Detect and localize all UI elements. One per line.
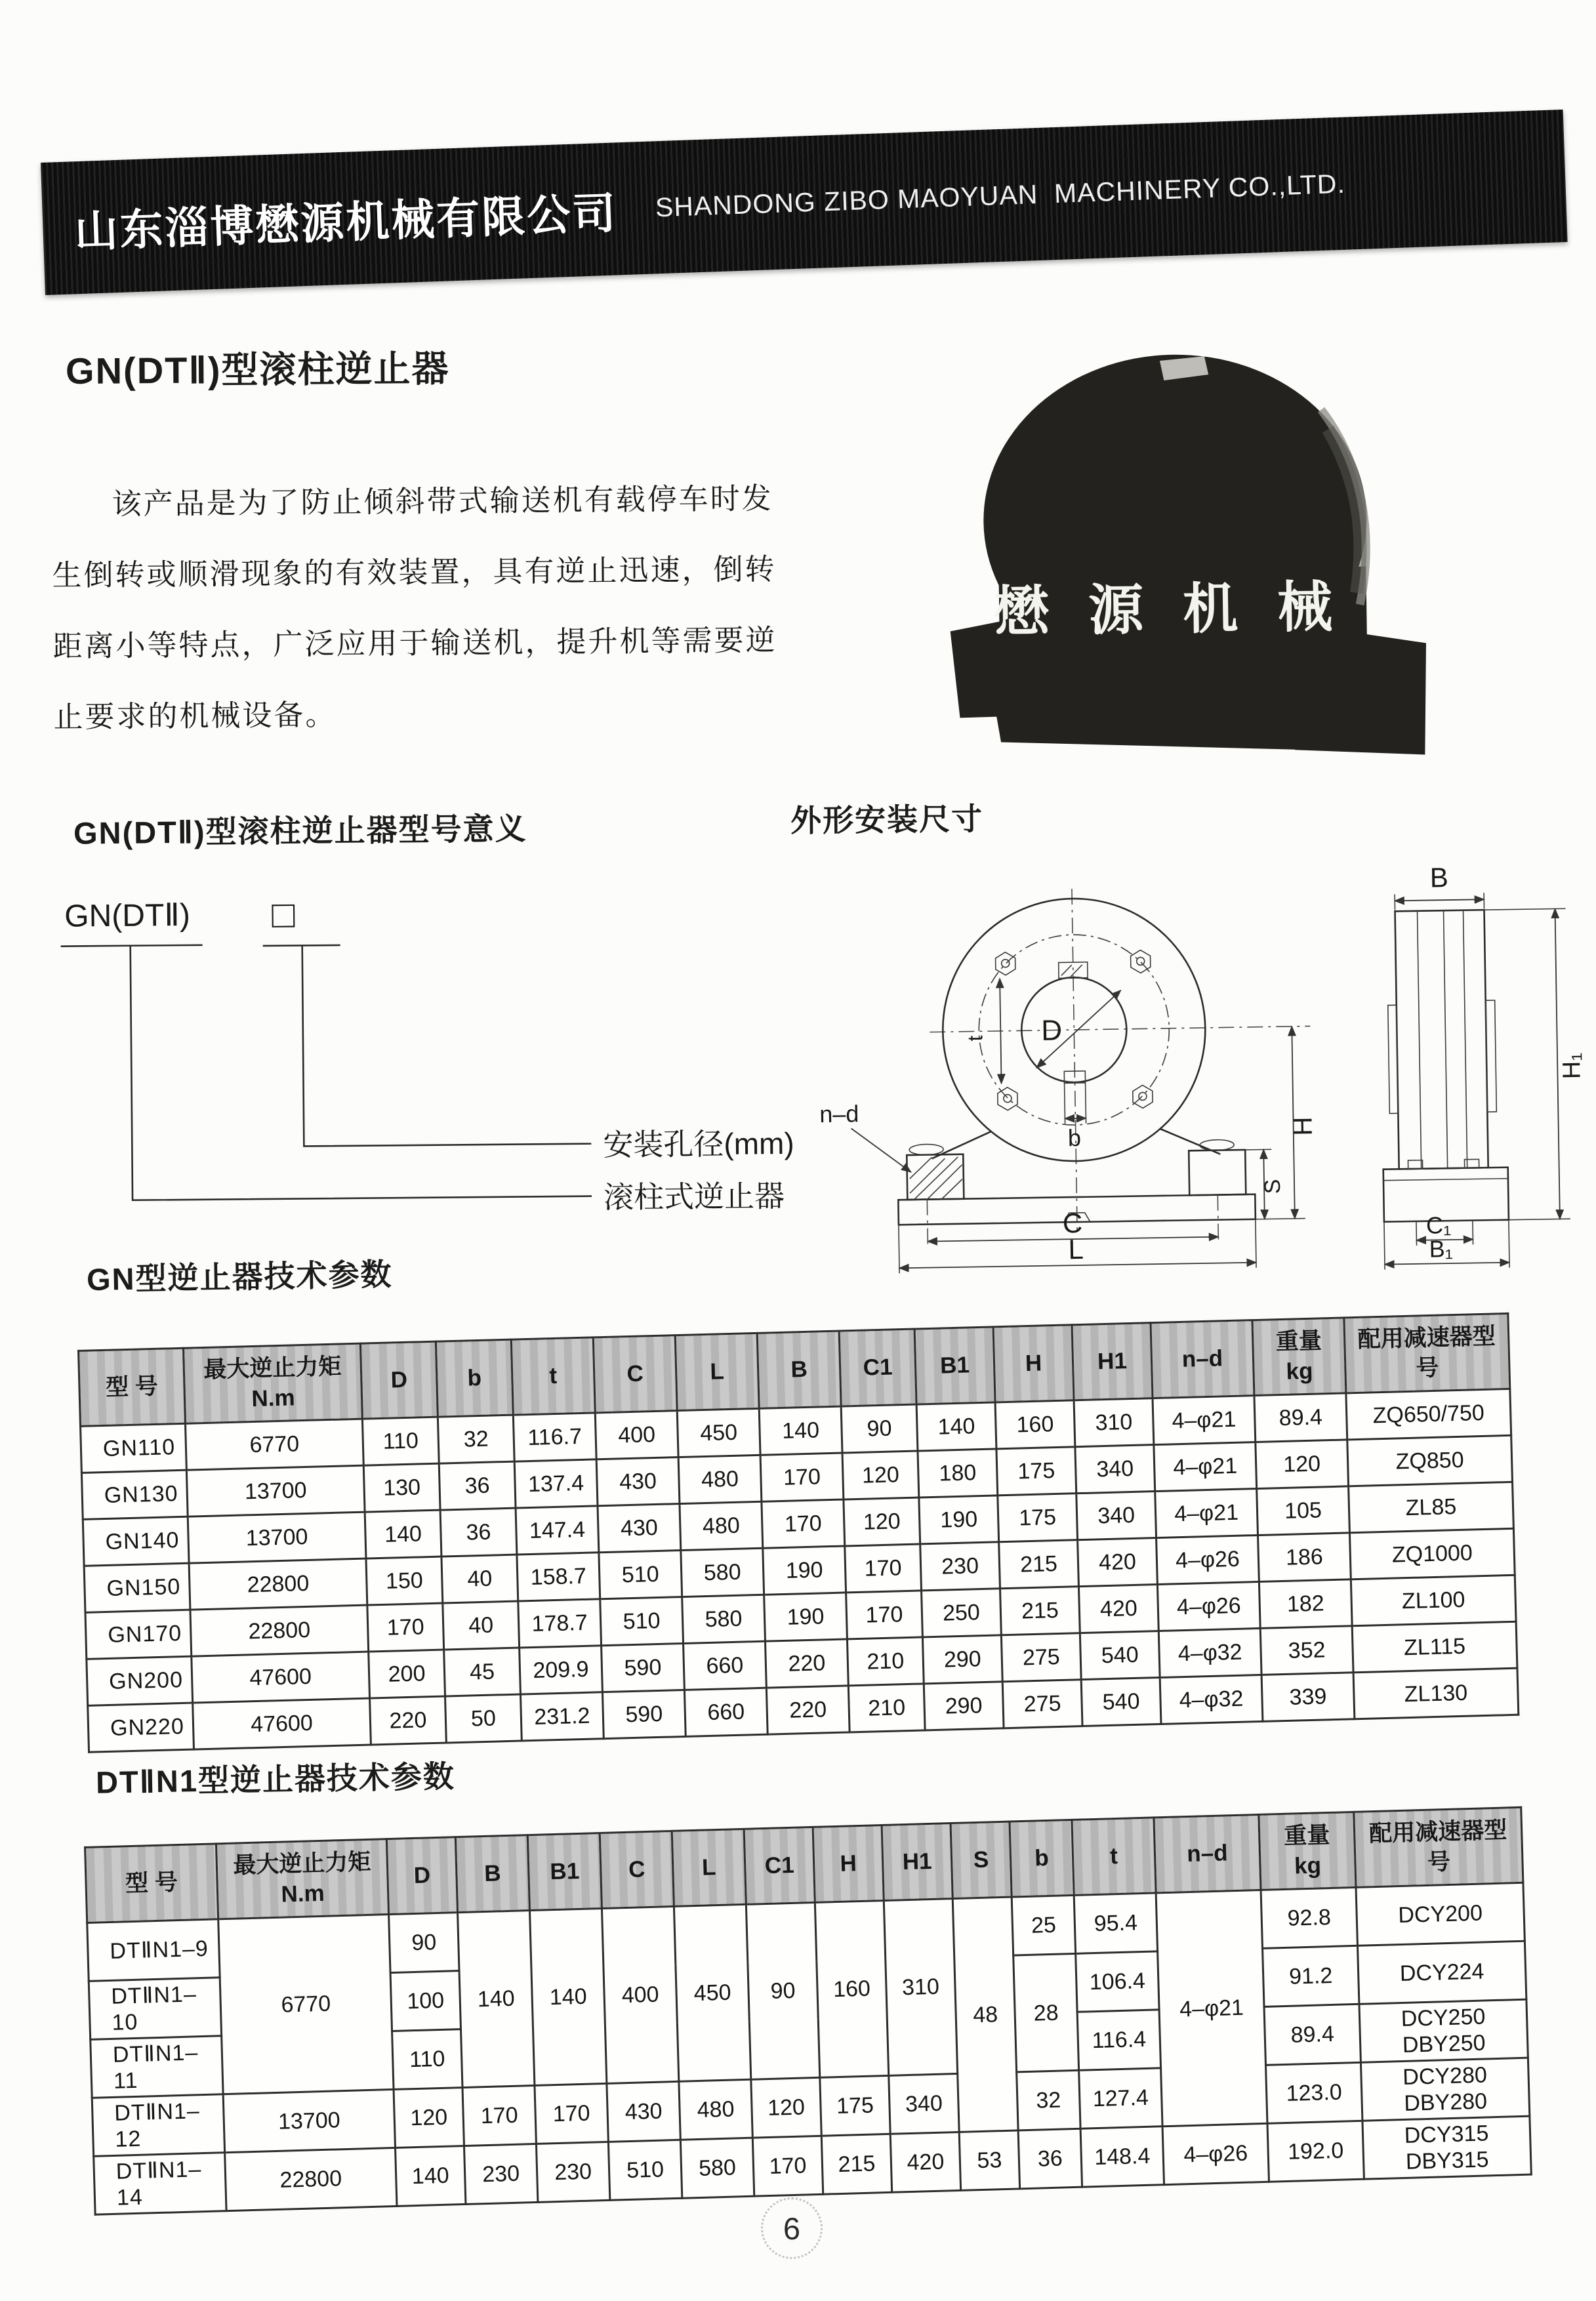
column-header: H [993,1325,1074,1402]
column-header: C [600,1831,674,1908]
table-cell: 160 [995,1400,1075,1449]
table-cell: 186 [1258,1533,1351,1582]
table-cell: 540 [1080,1631,1160,1679]
table-cell: 170 [845,1544,922,1593]
table-cell: 50 [445,1694,522,1743]
table-cell: 400 [602,1906,678,2083]
model-cell: DTⅡN1–11 [91,2036,223,2098]
table-cell: 110 [392,2029,462,2090]
table-cell: 40 [443,1601,520,1650]
table-cell: 140 [529,1908,606,2085]
model-meaning-title: GN(DTⅡ)型滚柱逆止器型号意义 [73,811,527,851]
dim-b: b [1067,1124,1082,1152]
column-header: C1 [839,1329,916,1406]
table-cell: 120 [844,1497,920,1546]
product-title: GN(DTⅡ)型滚柱逆止器 [65,347,450,392]
model-cell: GN110 [81,1423,187,1473]
table-cell: 22800 [225,2148,397,2210]
table-cell: 140 [916,1402,996,1451]
table-cell: 100 [390,1971,460,2031]
table-cell: 340 [1076,1492,1156,1540]
dim-H: H [1288,1116,1318,1136]
table-cell: 13700 [223,2089,395,2152]
table-cell: 210 [848,1684,925,1732]
dim-C1: C₁ [1425,1212,1452,1239]
column-header: C1 [744,1827,815,1904]
dim-C: C [1062,1207,1083,1239]
model-cell: GN150 [84,1563,190,1612]
column-header: H [813,1825,884,1903]
dim-nd: n–d [819,1100,859,1128]
table-cell: 290 [922,1635,1002,1684]
table-cell: 40 [441,1555,518,1603]
column-header: H1 [882,1823,952,1901]
table-cell: 220 [370,1696,447,1745]
table-cell: 158.7 [517,1553,600,1601]
column-header: H1 [1072,1323,1153,1400]
table-cell: 220 [765,1639,848,1688]
table-cell: 310 [884,1899,957,2076]
table-cell: 140 [759,1406,842,1455]
column-header: C [593,1335,677,1413]
dimension-drawing [730,835,1589,1281]
table-cell: 178.7 [518,1599,602,1648]
table-cell: 90 [841,1404,918,1453]
table-cell: 190 [764,1593,848,1641]
dt2n1-table-title: DTⅡN1型逆止器技术参数 [95,1759,456,1800]
table-cell: 480 [678,1455,762,1503]
table-cell: 120 [1256,1440,1349,1489]
column-header: B1 [914,1327,995,1404]
table-cell: 48 [952,1897,1018,2132]
description-line: 生倒转或顺滑现象的有效装置，具有逆止迅速，倒转 [52,552,777,592]
table-cell: 4–φ21 [1154,1442,1257,1492]
table-cell: 150 [366,1557,443,1605]
column-header: D [360,1341,438,1419]
model-cell: DTⅡN1–10 [89,1978,221,2040]
table-cell: 106.4 [1076,1951,1159,2012]
table-cell: 170 [535,2083,608,2144]
table-cell: 90 [389,1913,459,1973]
table-cell: 430 [607,2081,680,2142]
label-roller-backstop: 滚柱式逆止器 [603,1179,785,1215]
table-cell: 120 [394,2088,464,2148]
column-header: n–d [1154,1814,1261,1892]
dimensions-title: 外形安装尺寸 [790,801,984,838]
label-mounting-bore: 安装孔径(mm) [603,1126,794,1162]
table-cell: 92.8 [1261,1887,1357,1948]
table-cell: 4–φ32 [1160,1675,1263,1724]
table-cell: 231.2 [520,1692,604,1741]
table-cell: 215 [1000,1587,1080,1635]
table-cell: 175 [820,2075,890,2136]
table-cell: 580 [681,1548,764,1597]
table-cell: 25 [1012,1895,1075,1955]
table-cell: 105 [1257,1486,1350,1536]
column-header: 最大逆止力矩 N.m [183,1343,362,1423]
table-cell: 13700 [186,1465,365,1517]
table-cell: 420 [890,2132,960,2192]
table-cell: 190 [763,1546,846,1595]
table-cell: 47600 [193,1698,371,1749]
table-cell: 127.4 [1079,2068,1162,2128]
table-cell: 230 [536,2142,609,2202]
column-header: 重量 kg [1259,1812,1356,1890]
table-cell: 200 [369,1650,445,1698]
table-cell: 47600 [192,1652,370,1703]
table-cell: 91.2 [1263,1945,1359,2006]
table-cell: 175 [998,1494,1078,1542]
table-cell: 275 [1002,1680,1082,1728]
table-cell: 230 [920,1542,1000,1591]
table-cell: 32 [1017,2070,1080,2130]
table-cell: 420 [1078,1538,1158,1587]
table-cell: 4–φ26 [1156,1535,1259,1584]
table-cell: 170 [752,2136,823,2196]
table-cell: 190 [919,1496,999,1544]
column-header: B [757,1331,841,1408]
table-cell: 22800 [189,1558,367,1610]
dim-H1: H₁ [1557,1052,1586,1080]
table-cell: ZL100 [1351,1575,1516,1626]
table-cell: 36 [439,1461,516,1510]
table-cell: 480 [680,1501,763,1550]
column-header: D [386,1837,457,1915]
table-cell: 120 [842,1451,919,1499]
table-cell: 310 [1074,1398,1154,1447]
table-cell: 210 [847,1637,924,1686]
table-cell: 182 [1259,1579,1352,1629]
dt2n1-parameters-table [84,1806,1530,2216]
description-line: 距离小等特点，广泛应用于输送机，提升机等需要逆 [52,623,777,663]
model-cell: DTⅡN1–12 [92,2094,224,2157]
company-name-chinese: 山东淄博懋源机械有限公司 [73,188,619,256]
model-cell: GN170 [85,1610,192,1659]
table-cell: ZL85 [1349,1482,1514,1533]
table-cell: 4–φ21 [1153,1396,1256,1445]
table-cell: 120 [751,2077,821,2138]
table-cell: 140 [365,1510,441,1558]
table-cell: 89.4 [1254,1393,1347,1442]
table-cell: DCY280 DBY280 [1361,2058,1529,2121]
column-header: 重量 kg [1252,1318,1346,1396]
table-cell: 90 [746,1902,819,2079]
model-box-symbol: □ [271,893,295,936]
table-cell: 180 [918,1449,998,1497]
table-cell: 275 [1001,1633,1081,1682]
table-cell: ZQ1000 [1349,1528,1515,1579]
table-cell: 137.4 [514,1459,598,1508]
backstop-silhouette-image [897,316,1428,786]
gn-table-title: GN型逆止器技术参数 [86,1256,393,1297]
column-header: 配用减速器型号 [1344,1313,1510,1393]
column-header: t [511,1337,595,1415]
column-header: b [1010,1820,1074,1897]
table-cell: 590 [602,1643,685,1692]
column-header: L [675,1333,759,1410]
table-cell: 340 [889,2073,959,2134]
table-cell: 209.9 [520,1646,603,1694]
table-cell: 660 [684,1641,767,1690]
dim-B1: B₁ [1429,1235,1454,1263]
model-prefix-text: GN(DTⅡ) [64,897,191,934]
column-header: 型 号 [79,1348,186,1426]
column-header: n–d [1151,1320,1254,1398]
table-cell: 6770 [185,1419,363,1470]
table-cell: 4–φ26 [1162,2123,1269,2184]
table-cell: 4–φ26 [1157,1581,1260,1631]
table-cell: 130 [363,1463,440,1512]
table-cell: 215 [821,2134,891,2194]
column-header: L [672,1829,746,1906]
description-line: 该产品是为了防止倾斜带式输送机有载停车时发 [112,481,773,521]
model-cell: DTⅡN1–9 [87,1919,220,1982]
column-header: B1 [527,1833,602,1911]
table-cell: 170 [367,1603,444,1652]
table-cell: 116.4 [1077,2010,1160,2070]
table-cell: 22800 [190,1605,369,1656]
table-cell: DCY200 [1356,1883,1524,1945]
table-cell: 116.7 [513,1413,596,1461]
table-cell: 53 [959,2130,1019,2190]
watermark-text: 懋源机械 [993,575,1372,643]
table-cell: 4–φ21 [1155,1489,1258,1538]
column-header: t [1072,1818,1156,1895]
table-cell: 147.4 [516,1506,599,1555]
table-cell: 660 [684,1688,767,1736]
table-cell: 175 [996,1447,1076,1496]
table-cell: ZQ650/750 [1346,1389,1511,1440]
table-cell: 36 [1018,2128,1082,2189]
table-cell: DCY250 DBY250 [1359,1999,1528,2062]
table-cell: 480 [679,2079,752,2140]
dim-t: t [963,1035,987,1042]
dim-L: L [1068,1233,1084,1265]
table-cell: 230 [464,2144,537,2204]
dim-D: D [1040,1014,1063,1047]
table-cell: 580 [680,2138,754,2198]
product-description [51,462,913,752]
description-line: 止要求的机械设备。 [53,697,337,734]
model-cell: GN140 [83,1517,189,1566]
table-cell: 140 [458,1911,535,2088]
table-cell: DCY224 [1357,1941,1526,2004]
table-cell: 36 [440,1508,517,1557]
table-cell: 420 [1078,1585,1158,1633]
table-cell: 352 [1260,1626,1353,1675]
table-cell: 110 [362,1417,439,1465]
table-cell: 510 [600,1597,684,1646]
column-header: 配用减速器型号 [1354,1807,1523,1887]
table-cell: 450 [674,1904,750,2081]
table-cell: ZL130 [1353,1668,1519,1719]
model-cell: GN200 [87,1656,193,1705]
table-cell: 340 [1075,1445,1155,1494]
table-cell: 13700 [188,1512,366,1563]
table-cell: 540 [1081,1677,1161,1726]
table-cell: 400 [595,1411,678,1459]
table-cell: 45 [444,1648,521,1696]
table-cell: DCY315 DBY315 [1362,2116,1531,2179]
table-cell: ZL115 [1352,1621,1517,1673]
column-header: 最大逆止力矩 N.m [216,1839,388,1919]
table-cell: 339 [1261,1673,1355,1722]
table-cell: 28 [1013,1953,1079,2072]
page-number [761,2197,823,2259]
table-cell: 510 [599,1551,682,1599]
table-cell: 148.4 [1080,2127,1164,2187]
table-cell: 6770 [218,1915,394,2094]
table-cell: 430 [598,1504,681,1553]
table-cell: ZQ850 [1347,1435,1513,1486]
table-cell: 170 [462,2085,536,2146]
table-cell: 250 [922,1589,1002,1637]
table-cell: 220 [766,1686,849,1734]
company-header-bar [41,110,1568,295]
table-cell: 510 [608,2140,682,2200]
model-cell: DTⅡN1–14 [94,2153,226,2215]
table-cell: 430 [596,1457,680,1506]
dim-B: B [1429,862,1449,893]
table-cell: 290 [924,1682,1004,1730]
table-cell: 450 [677,1408,760,1457]
table-cell: 580 [682,1595,766,1643]
table-cell: 140 [396,2146,466,2206]
column-header: b [436,1339,513,1417]
page-number-value: 6 [783,2210,801,2246]
column-header: S [951,1822,1012,1898]
table-cell: 590 [602,1690,685,1738]
model-cell: GN130 [81,1470,188,1519]
table-cell: 170 [760,1453,844,1501]
table-cell: 215 [999,1540,1079,1589]
table-cell: 32 [438,1415,514,1463]
table-cell: 123.0 [1266,2062,1362,2123]
column-header: B [455,1835,529,1913]
gn-parameters-table [77,1313,1517,1753]
product-photo [897,316,1428,786]
model-cell: GN220 [88,1703,194,1752]
table-cell: 192.0 [1267,2121,1364,2182]
column-header: 型 号 [85,1844,218,1923]
table-cell: 170 [846,1591,923,1639]
table-cell: 170 [762,1499,845,1548]
company-name-english: SHANDONG ZIBO MAOYUAN MACHINERY CO.,LTD. [655,168,1346,222]
table-cell: 4–φ32 [1158,1628,1261,1677]
table-cell: 89.4 [1264,2004,1361,2065]
table-cell: 4–φ21 [1156,1890,1267,2126]
table-cell: 95.4 [1074,1893,1157,1953]
table-cell: 160 [815,1900,888,2077]
dim-S: S [1259,1179,1286,1194]
